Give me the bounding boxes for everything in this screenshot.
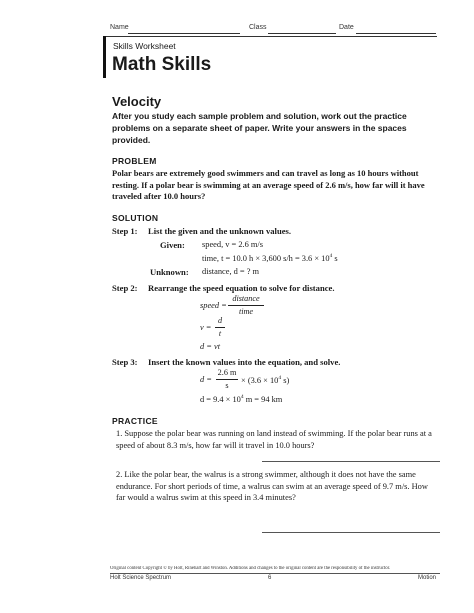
- practice-item-1: 1. Suppose the polar bear was running on land instead of swimming. If the polar bear runs at a speed of about 8.3 m/s, how far will it travel in 10.0 hours?: [116, 429, 432, 450]
- v-eq-lhs: v =: [200, 323, 212, 332]
- speed-eq-lhs: speed =: [200, 301, 227, 310]
- step3-eq1-rhs-text: × (3.6 × 10: [241, 375, 279, 385]
- given-time-text: time, t = 10.0 h × 3,600 s/h = 3.6 × 10: [202, 253, 330, 263]
- class-line[interactable]: [268, 33, 336, 34]
- worksheet-type: Skills Worksheet: [113, 41, 176, 51]
- class-label: Class: [249, 24, 267, 31]
- answer-line-2[interactable]: [262, 532, 440, 533]
- v-eq-fraction-bar: [215, 327, 225, 328]
- page-number: 6: [268, 575, 272, 581]
- given-speed: speed, v = 2.6 m/s: [202, 240, 264, 249]
- practice-item-2: 2. Like the polar bear, the walrus is a strong swimmer, although it does not have the same endurance. For short periods of time, a walrus can swim at an average speed of 9.7 m/s. How far would a walrus swim at this speed in 3.4 minutes?: [116, 470, 428, 502]
- v-eq-numerator: d: [217, 316, 223, 325]
- step3-label: Step 3:: [112, 357, 138, 367]
- step3-eq1-denominator: s: [225, 381, 229, 390]
- step3-eq2-exponent: 4: [240, 394, 244, 400]
- section-title: Velocity: [112, 94, 162, 109]
- title-bar: [103, 36, 106, 78]
- name-line[interactable]: [128, 33, 240, 34]
- footer-rule: [110, 573, 440, 574]
- v-eq-denominator: t: [218, 329, 222, 338]
- answer-line-1[interactable]: [262, 461, 440, 462]
- date-line[interactable]: [356, 33, 436, 34]
- step3-eq1-fraction-bar: [216, 379, 238, 380]
- date-label: Date: [339, 24, 354, 31]
- d-eq: d = vt: [200, 342, 221, 351]
- step3-eq1-exponent: 4: [278, 375, 282, 381]
- problem-text: Polar bears are extremely good swimmers and can travel as long as 10 hours without resting. If a polar bear is swimming at an average speed of 2.6 m/s, how far will it have traveled after 10.0 hours?: [112, 168, 425, 201]
- footer-book-title: Holt Science Spectrum: [110, 575, 172, 581]
- practice-label: PRACTICE: [112, 416, 158, 426]
- page-title: Math Skills: [112, 54, 212, 75]
- step2-text: Rearrange the speed equation to solve for distance.: [148, 283, 335, 293]
- step3-eq1-numerator: 2.6 m: [217, 368, 237, 377]
- copyright-notice: Original content Copyright © by Holt, Rinehart and Winston. Additions and changes to the original content are the responsibility of the instructor.: [110, 566, 391, 571]
- title-top-rule: [103, 36, 437, 37]
- given-label: Given:: [160, 240, 185, 250]
- speed-eq-numerator: distance: [232, 294, 260, 303]
- step3-eq2-end: m = 94 km: [243, 394, 283, 404]
- speed-eq-denominator: time: [238, 307, 254, 316]
- solution-label: SOLUTION: [112, 213, 159, 223]
- step3-eq2: [200, 394, 282, 404]
- footer-chapter: Motion: [418, 575, 437, 581]
- given-time-exponent: 4: [329, 253, 333, 259]
- speed-eq-fraction-bar: [228, 305, 264, 306]
- name-label: Name: [110, 24, 129, 31]
- step3-eq1-lhs: d =: [200, 375, 212, 384]
- step2-label: Step 2:: [112, 283, 138, 293]
- step3-text: Insert the known values into the equation, and solve.: [148, 357, 341, 367]
- step3-eq1-rhs-end: s): [281, 375, 290, 385]
- problem-label: PROBLEM: [112, 156, 157, 166]
- step1-text: List the given and the unknown values.: [148, 226, 292, 236]
- given-time-unit: s: [332, 253, 338, 263]
- step3-eq1-rhs: [241, 375, 289, 385]
- unknown-label: Unknown:: [150, 267, 189, 277]
- section-intro: After you study each sample problem and solution, work out the practice problems on a separate sheet of paper. Write your answers in the spaces provided.: [112, 111, 407, 145]
- step1-label: Step 1:: [112, 226, 138, 236]
- unknown-text: distance, d = ? m: [202, 267, 260, 276]
- given-time: [202, 253, 338, 263]
- step3-eq2-text: d = 9.4 × 10: [200, 394, 241, 404]
